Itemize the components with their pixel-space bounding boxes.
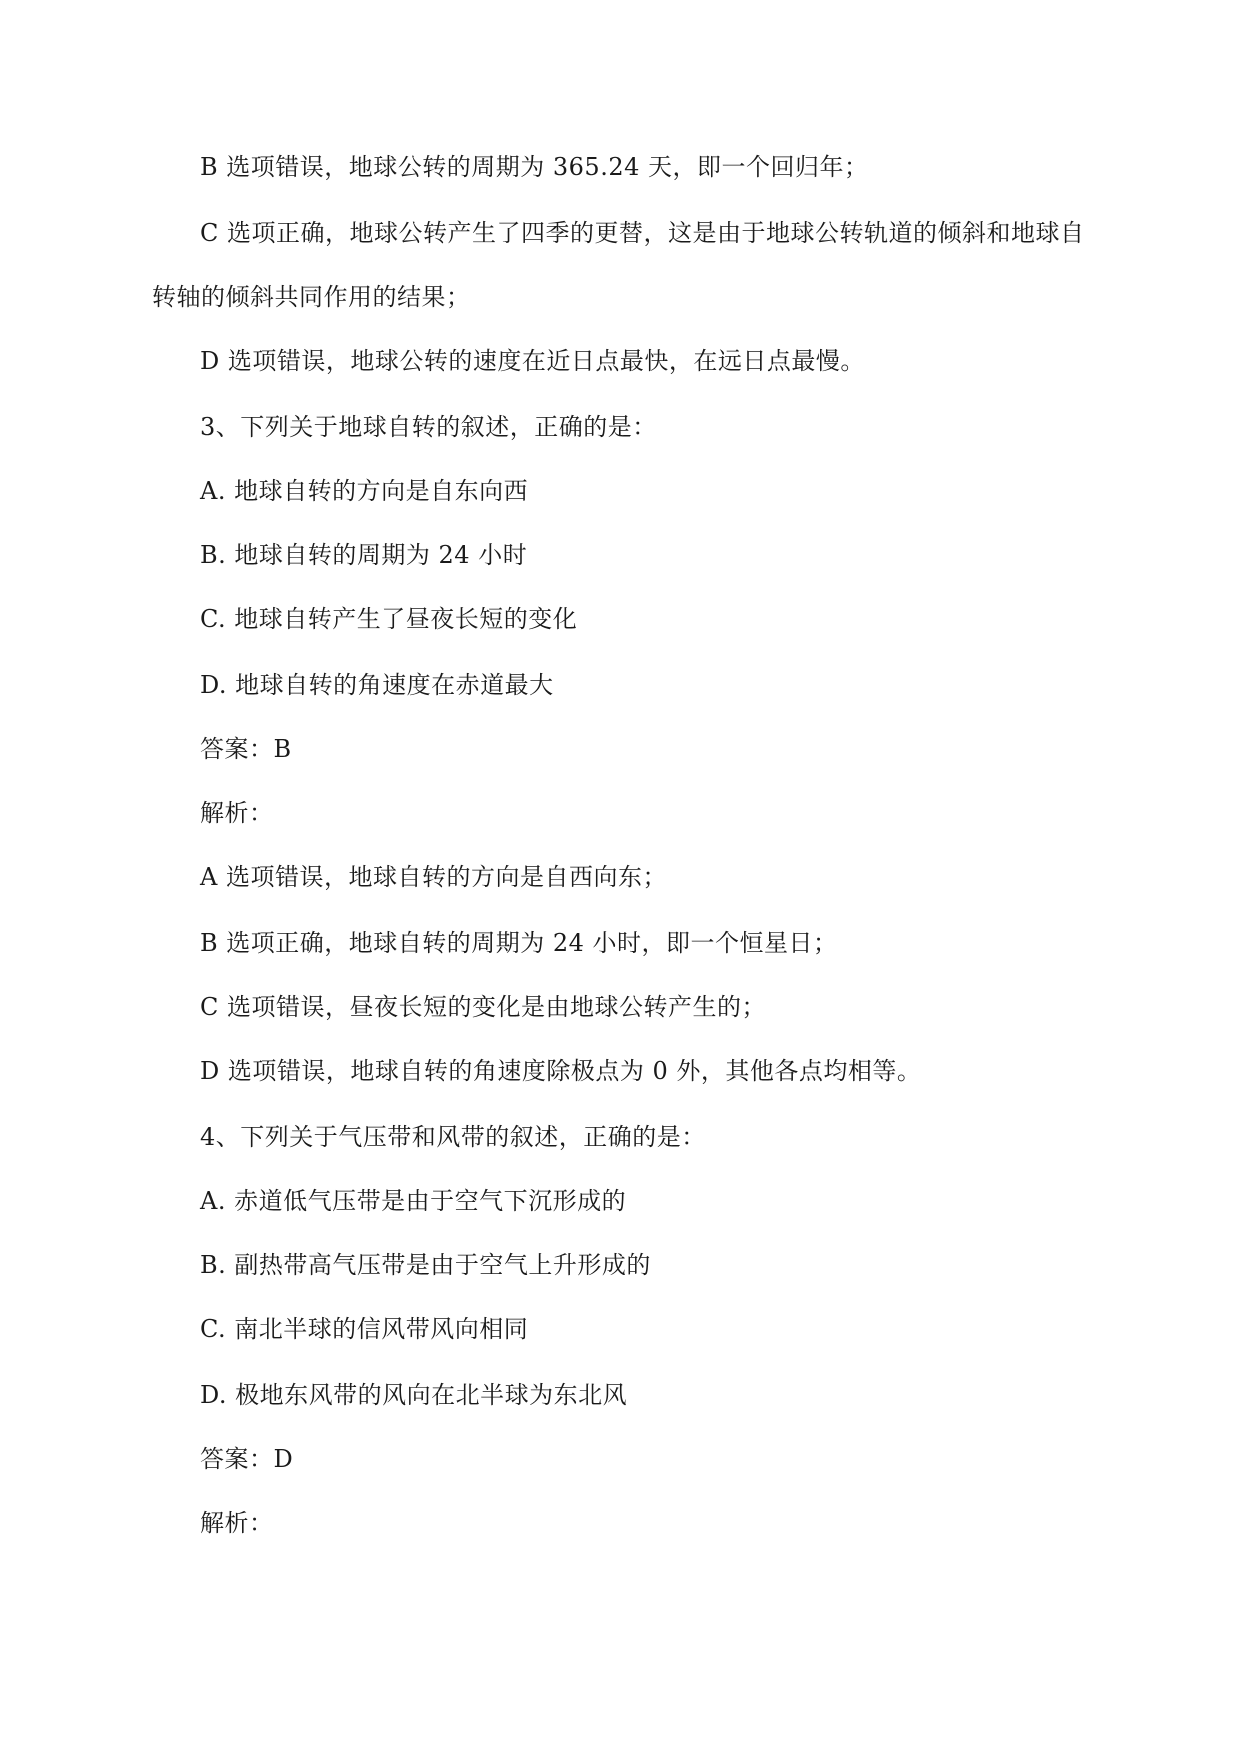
q4-option-b: B. 副热带高气压带是由于空气上升形成的 <box>200 1251 651 1279</box>
question-3-stem: 3、下列关于地球自转的叙述，正确的是： <box>200 413 657 441</box>
q4-answer: 答案：D <box>200 1445 294 1473</box>
question-4-stem: 4、下列关于气压带和风带的叙述，正确的是： <box>200 1123 706 1151</box>
q3-option-a: A. 地球自转的方向是自东向西 <box>200 477 529 505</box>
q3-option-c-explanation: C 选项错误，昼夜长短的变化是由地球公转产生的； <box>200 993 766 1021</box>
q3-option-b: B. 地球自转的周期为 24 小时 <box>200 541 528 569</box>
q4-option-c: C. 南北半球的信风带风向相同 <box>200 1315 529 1343</box>
q3-option-b-explanation: B 选项正确，地球自转的周期为 24 小时，即一个恒星日； <box>200 929 838 957</box>
q3-option-c: C. 地球自转产生了昼夜长短的变化 <box>200 605 578 633</box>
q4-analysis-heading: 解析： <box>200 1509 274 1537</box>
q4-option-a: A. 赤道低气压带是由于空气下沉形成的 <box>200 1187 627 1215</box>
q2-option-b-explanation: B 选项错误，地球公转的周期为 365.24 天，即一个回归年； <box>200 153 869 181</box>
q3-option-a-explanation: A 选项错误，地球自转的方向是自西向东； <box>200 863 667 891</box>
q3-option-d-explanation: D 选项错误，地球自转的角速度除极点为 0 外，其他各点均相等。 <box>200 1057 922 1085</box>
q2-option-d-explanation: D 选项错误，地球公转的速度在近日点最快，在远日点最慢。 <box>200 347 865 375</box>
q3-answer: 答案：B <box>200 735 292 763</box>
q4-option-d: D. 极地东风带的风向在北半球为东北风 <box>200 1381 628 1409</box>
q3-option-d: D. 地球自转的角速度在赤道最大 <box>200 671 554 699</box>
q3-analysis-heading: 解析： <box>200 799 274 827</box>
q2-option-c-explanation: C 选项正确，地球公转产生了四季的更替，这是由于地球公转轨道的倾斜和地球自 <box>200 219 1085 247</box>
q2-option-c-explanation-continued: 转轴的倾斜共同作用的结果； <box>152 283 471 311</box>
